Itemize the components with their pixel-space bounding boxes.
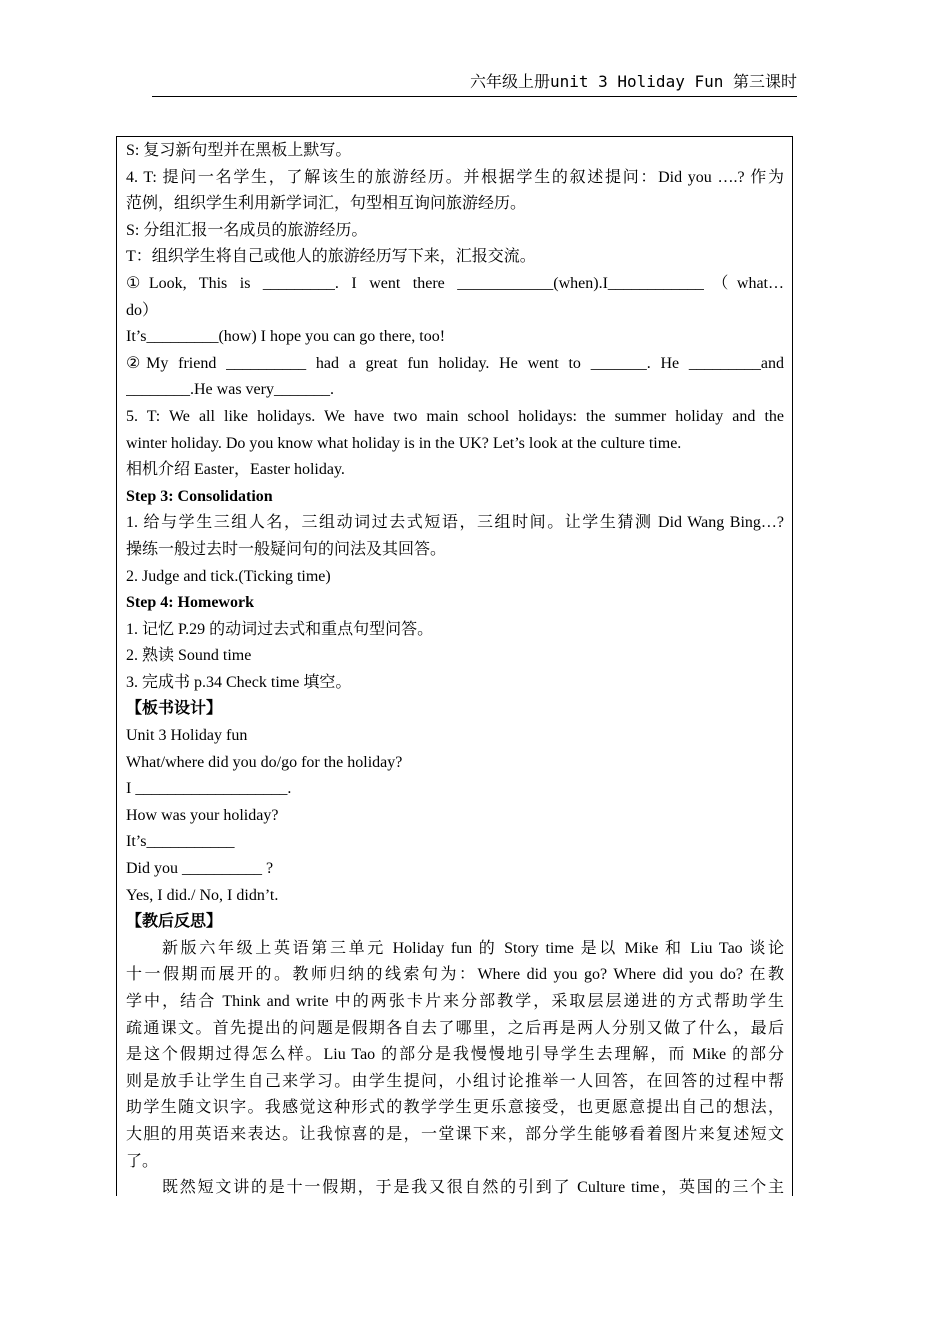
text-line: 新版六年级上英语第三单元 Holiday fun 的 Story time 是以 Mike 和 Liu Tao 谈论 xyxy=(162,939,784,957)
text-line: T：组织学生将自己或他人的旅游经历写下来，汇报交流。 xyxy=(126,248,536,266)
text-line: 是这个假期过得怎么样。Liu Tao 的部分是我慢慢地引导学生去理解，而 Mike 的部分 xyxy=(126,1046,784,1064)
text-line: What/where did you do/go for the holiday? xyxy=(126,753,403,771)
text-line: 1. 记忆 P.29 的动词过去式和重点句型问答。 xyxy=(126,620,434,638)
lesson-plan-content xyxy=(116,136,793,1196)
text-line: Yes, I did./ No, I didn’t. xyxy=(126,886,279,904)
text-line: 疏通课文。首先提出的问题是假期各自去了哪里，之后再是两人分别又做了什么，最后 xyxy=(126,1019,784,1037)
text-line: 助学生随文识字。我感觉这种形式的教学学生更乐意接受，也更愿意提出自己的想法， xyxy=(126,1099,784,1117)
text-line: 则是放手让学生自己来学习。由学生提问，小组讨论推举一人回答，在回答的过程中帮 xyxy=(126,1072,784,1090)
text-line: 1. 给与学生三组人名，三组动词过去式短语，三组时间。让学生猜测 Did Wang Bing…? xyxy=(126,514,784,532)
text-line: S: 复习新句型并在黑板上默写。 xyxy=(126,142,352,159)
section-heading-reflection: 【教后反思】 xyxy=(126,913,223,931)
text-line: 4. T: 提问一名学生，了解该生的旅游经历。并根据学生的叙述提问：Did you ….? 作为 xyxy=(126,168,784,186)
text-line: 相机介绍 Easter，Easter holiday. xyxy=(126,461,345,479)
text-line: 了。 xyxy=(126,1152,159,1170)
text-line: do） xyxy=(126,301,159,319)
text-line: Unit 3 Holiday fun xyxy=(126,727,248,745)
text-line: 学中，结合 Think and write 中的两张卡片来分部教学，采取层层递进的方式帮助学生 xyxy=(126,993,784,1010)
text-line: 2. Judge and tick.(Ticking time) xyxy=(126,567,331,585)
text-line: S: 分组汇报一名成员的旅游经历。 xyxy=(126,221,368,239)
text-line: I ___________________. xyxy=(126,780,292,798)
section-heading-board-design: 【板书设计】 xyxy=(126,700,223,718)
text-line: ②My friend __________ had a great fun holiday. He went to _______. He _________and xyxy=(126,354,784,372)
text-line: 5. T: We all like holidays. We have two main school holidays: the summer holiday and the xyxy=(126,407,784,425)
text-line: 操练一般过去时一般疑问句的问法及其回答。 xyxy=(126,540,447,558)
text-line: How was your holiday? xyxy=(126,806,279,824)
text-line: ________.He was very_______. xyxy=(126,381,334,399)
text-line: 2. 熟读 Sound time xyxy=(126,647,252,665)
text-line: 既然短文讲的是十一假期，于是我又很自然的引到了 Culture time，英国的三个主 xyxy=(162,1179,784,1196)
text-line: 十一假期而展开的。教师归纳的线索句为：Where did you go? Where did you do? 在教 xyxy=(126,966,784,984)
page-header: 六年级上册unit 3 Holiday Fun 第三课时 xyxy=(469,72,797,91)
text-line: 范例，组织学生利用新学词汇，句型相互询问旅游经历。 xyxy=(126,195,527,213)
text-line: 大胆的用英语来表达。让我惊喜的是，一堂课下来，部分学生能够看着图片来复述短文 xyxy=(126,1125,784,1143)
section-heading-homework: Step 4: Homework xyxy=(126,594,254,612)
section-heading-consolidation: Step 3: Consolidation xyxy=(126,487,273,505)
text-line: ①Look, This is _________. I went there ____________(when).I____________（what… xyxy=(126,274,784,292)
text-line: 3. 完成书 p.34 Check time 填空。 xyxy=(126,673,352,691)
text-line: Did you __________ ? xyxy=(126,860,274,878)
header-rule xyxy=(152,96,797,97)
text-line: It’s___________ xyxy=(126,833,235,851)
text-line: It’s_________(how) I hope you can go there, too! xyxy=(126,328,446,346)
text-line: winter holiday. Do you know what holiday is in the UK? Let’s look at the culture time. xyxy=(126,434,682,452)
